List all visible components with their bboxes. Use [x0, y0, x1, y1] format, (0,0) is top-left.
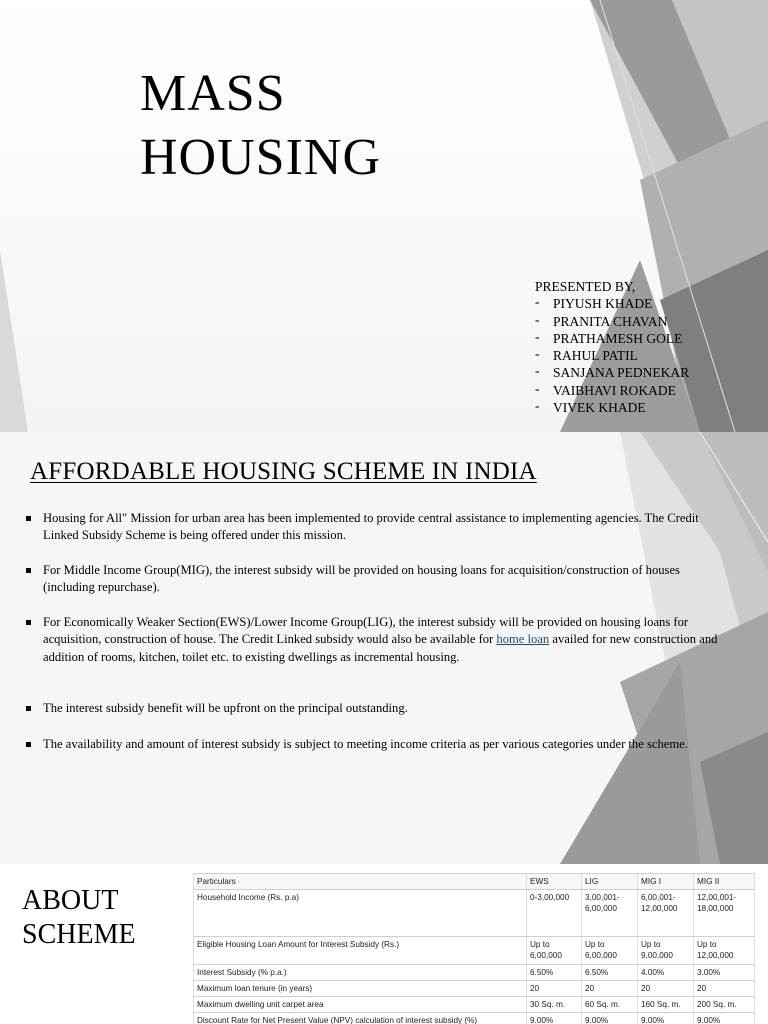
presenter-item: - PRANITA CHAVAN [535, 313, 689, 330]
bullet-item [26, 736, 688, 753]
table-cell: 60 Sq. m. [582, 997, 638, 1013]
main-title-line-1: MASS [140, 65, 286, 122]
table-cell: 20 [527, 981, 582, 997]
table-header-row [194, 874, 755, 890]
table-cell: Household Income (Rs. p.a) [194, 890, 527, 937]
main-title [140, 62, 381, 190]
table-row [194, 937, 755, 965]
table-cell: 9.00% [527, 1013, 582, 1024]
table-row [194, 965, 755, 981]
home-loan-link[interactable]: home loan [496, 632, 550, 647]
table-row [194, 1013, 755, 1024]
bullet-item [26, 614, 726, 666]
table-cell: 4.00% [638, 965, 694, 981]
table-cell: 6,00,001- 12,00,000 [638, 890, 694, 937]
bullet-text: The availability and amount of interest subsidy is subject to meeting income criteria as per various categories under the scheme. [43, 737, 688, 751]
column-header: LIG [582, 874, 638, 890]
table-cell: Up to 6,00,000 [582, 937, 638, 965]
table-cell: 9.00% [694, 1013, 755, 1024]
title-slide [0, 0, 768, 432]
about-scheme-slide [0, 864, 768, 1024]
bullet-square-icon [26, 706, 31, 711]
table-cell: 3.00% [694, 965, 755, 981]
table-cell: Maximum loan tenure (in years) [194, 981, 527, 997]
presenter-item: - SANJANA PEDNEKAR [535, 364, 689, 381]
table-cell: Eligible Housing Loan Amount for Interest Subsidy (Rs.) [194, 937, 527, 965]
table-cell: Up to 9,00,000 [638, 937, 694, 965]
bullet-item [26, 700, 408, 717]
table-cell: 0-3,00,000 [527, 890, 582, 937]
presenter-item: - VAIBHAVI ROKADE [535, 382, 689, 399]
bullet-square-icon [26, 742, 31, 747]
bullet-square-icon [26, 620, 31, 625]
table-cell: Maximum dwelling unit carpet area [194, 997, 527, 1013]
slide-title-line-1: ABOUT [22, 885, 119, 916]
column-header: EWS [527, 874, 582, 890]
table-cell: 6.50% [582, 965, 638, 981]
bullet-square-icon [26, 568, 31, 573]
table-cell: Up to 6,00,000 [527, 937, 582, 965]
affordable-housing-slide [0, 432, 768, 864]
bullet-text: The interest subsidy benefit will be upfront on the principal outstanding. [43, 701, 408, 715]
column-header: MIG II [694, 874, 755, 890]
table-cell: 160 Sq. m. [638, 997, 694, 1013]
table-cell: 20 [694, 981, 755, 997]
table-row [194, 997, 755, 1013]
table-cell: 9.00% [638, 1013, 694, 1024]
table-cell: 20 [582, 981, 638, 997]
slide-title [22, 884, 136, 952]
column-header: MIG I [638, 874, 694, 890]
column-header: Particulars [194, 874, 527, 890]
table-row [194, 981, 755, 997]
presented-by-label: PRESENTED BY, [535, 279, 636, 294]
table-cell: 6.50% [527, 965, 582, 981]
table-cell: Discount Rate for Net Present Value (NPV) calculation of interest subsidy (%) [194, 1013, 527, 1024]
presenter-item: - PIYUSH KHADE [535, 295, 689, 312]
presenter-item: - PRATHAMESH GOLE [535, 330, 689, 347]
table-cell: 200 Sq. m. [694, 997, 755, 1013]
table-cell: 12,00,001- 18,00,000 [694, 890, 755, 937]
table-cell: 20 [638, 981, 694, 997]
bullet-text: Housing for All" Mission for urban area has been implemented to provide central assistance to implementing agencies. The Credit Linked Subsidy Scheme is being offered under this mission. [43, 511, 699, 543]
bullet-text-after: availed for new construction and addition of rooms, kitchen, toilet etc. to existing dwellings as incremental housing. [43, 632, 718, 664]
table-cell: Up to 12,00,000 [694, 937, 755, 965]
main-title-line-2: HOUSING [140, 129, 381, 186]
table-cell: 30 Sq. m. [527, 997, 582, 1013]
table-cell: 3,00,001- 6,00,000 [582, 890, 638, 937]
bullet-text: For Middle Income Group(MIG), the interest subsidy will be provided on housing loans for acquisition/construction of houses (including repurchase). [43, 563, 680, 595]
bullet-square-icon [26, 516, 31, 521]
bullet-text-before: For Economically Weaker Section(EWS)/Lower Income Group(LIG), the interest subsidy will be provided on housing loans for acquisition, construction of house. The Credit Linked subsidy would also be available for [43, 615, 689, 647]
bullet-item [26, 562, 726, 597]
slide-title-line-2: SCHEME [22, 919, 136, 950]
slide-title: AFFORDABLE HOUSING SCHEME IN INDIA [30, 458, 537, 485]
table-row [194, 890, 755, 937]
presenter-item: - VIVEK KHADE [535, 399, 689, 416]
presenters-list [535, 295, 689, 416]
scheme-table [193, 873, 755, 1024]
table-cell: 9.00% [582, 1013, 638, 1024]
table-cell: Interest Subsidy (% p.a.) [194, 965, 527, 981]
bullet-item [26, 510, 726, 545]
presenters-block [535, 278, 689, 416]
presenter-item: - RAHUL PATIL [535, 347, 689, 364]
